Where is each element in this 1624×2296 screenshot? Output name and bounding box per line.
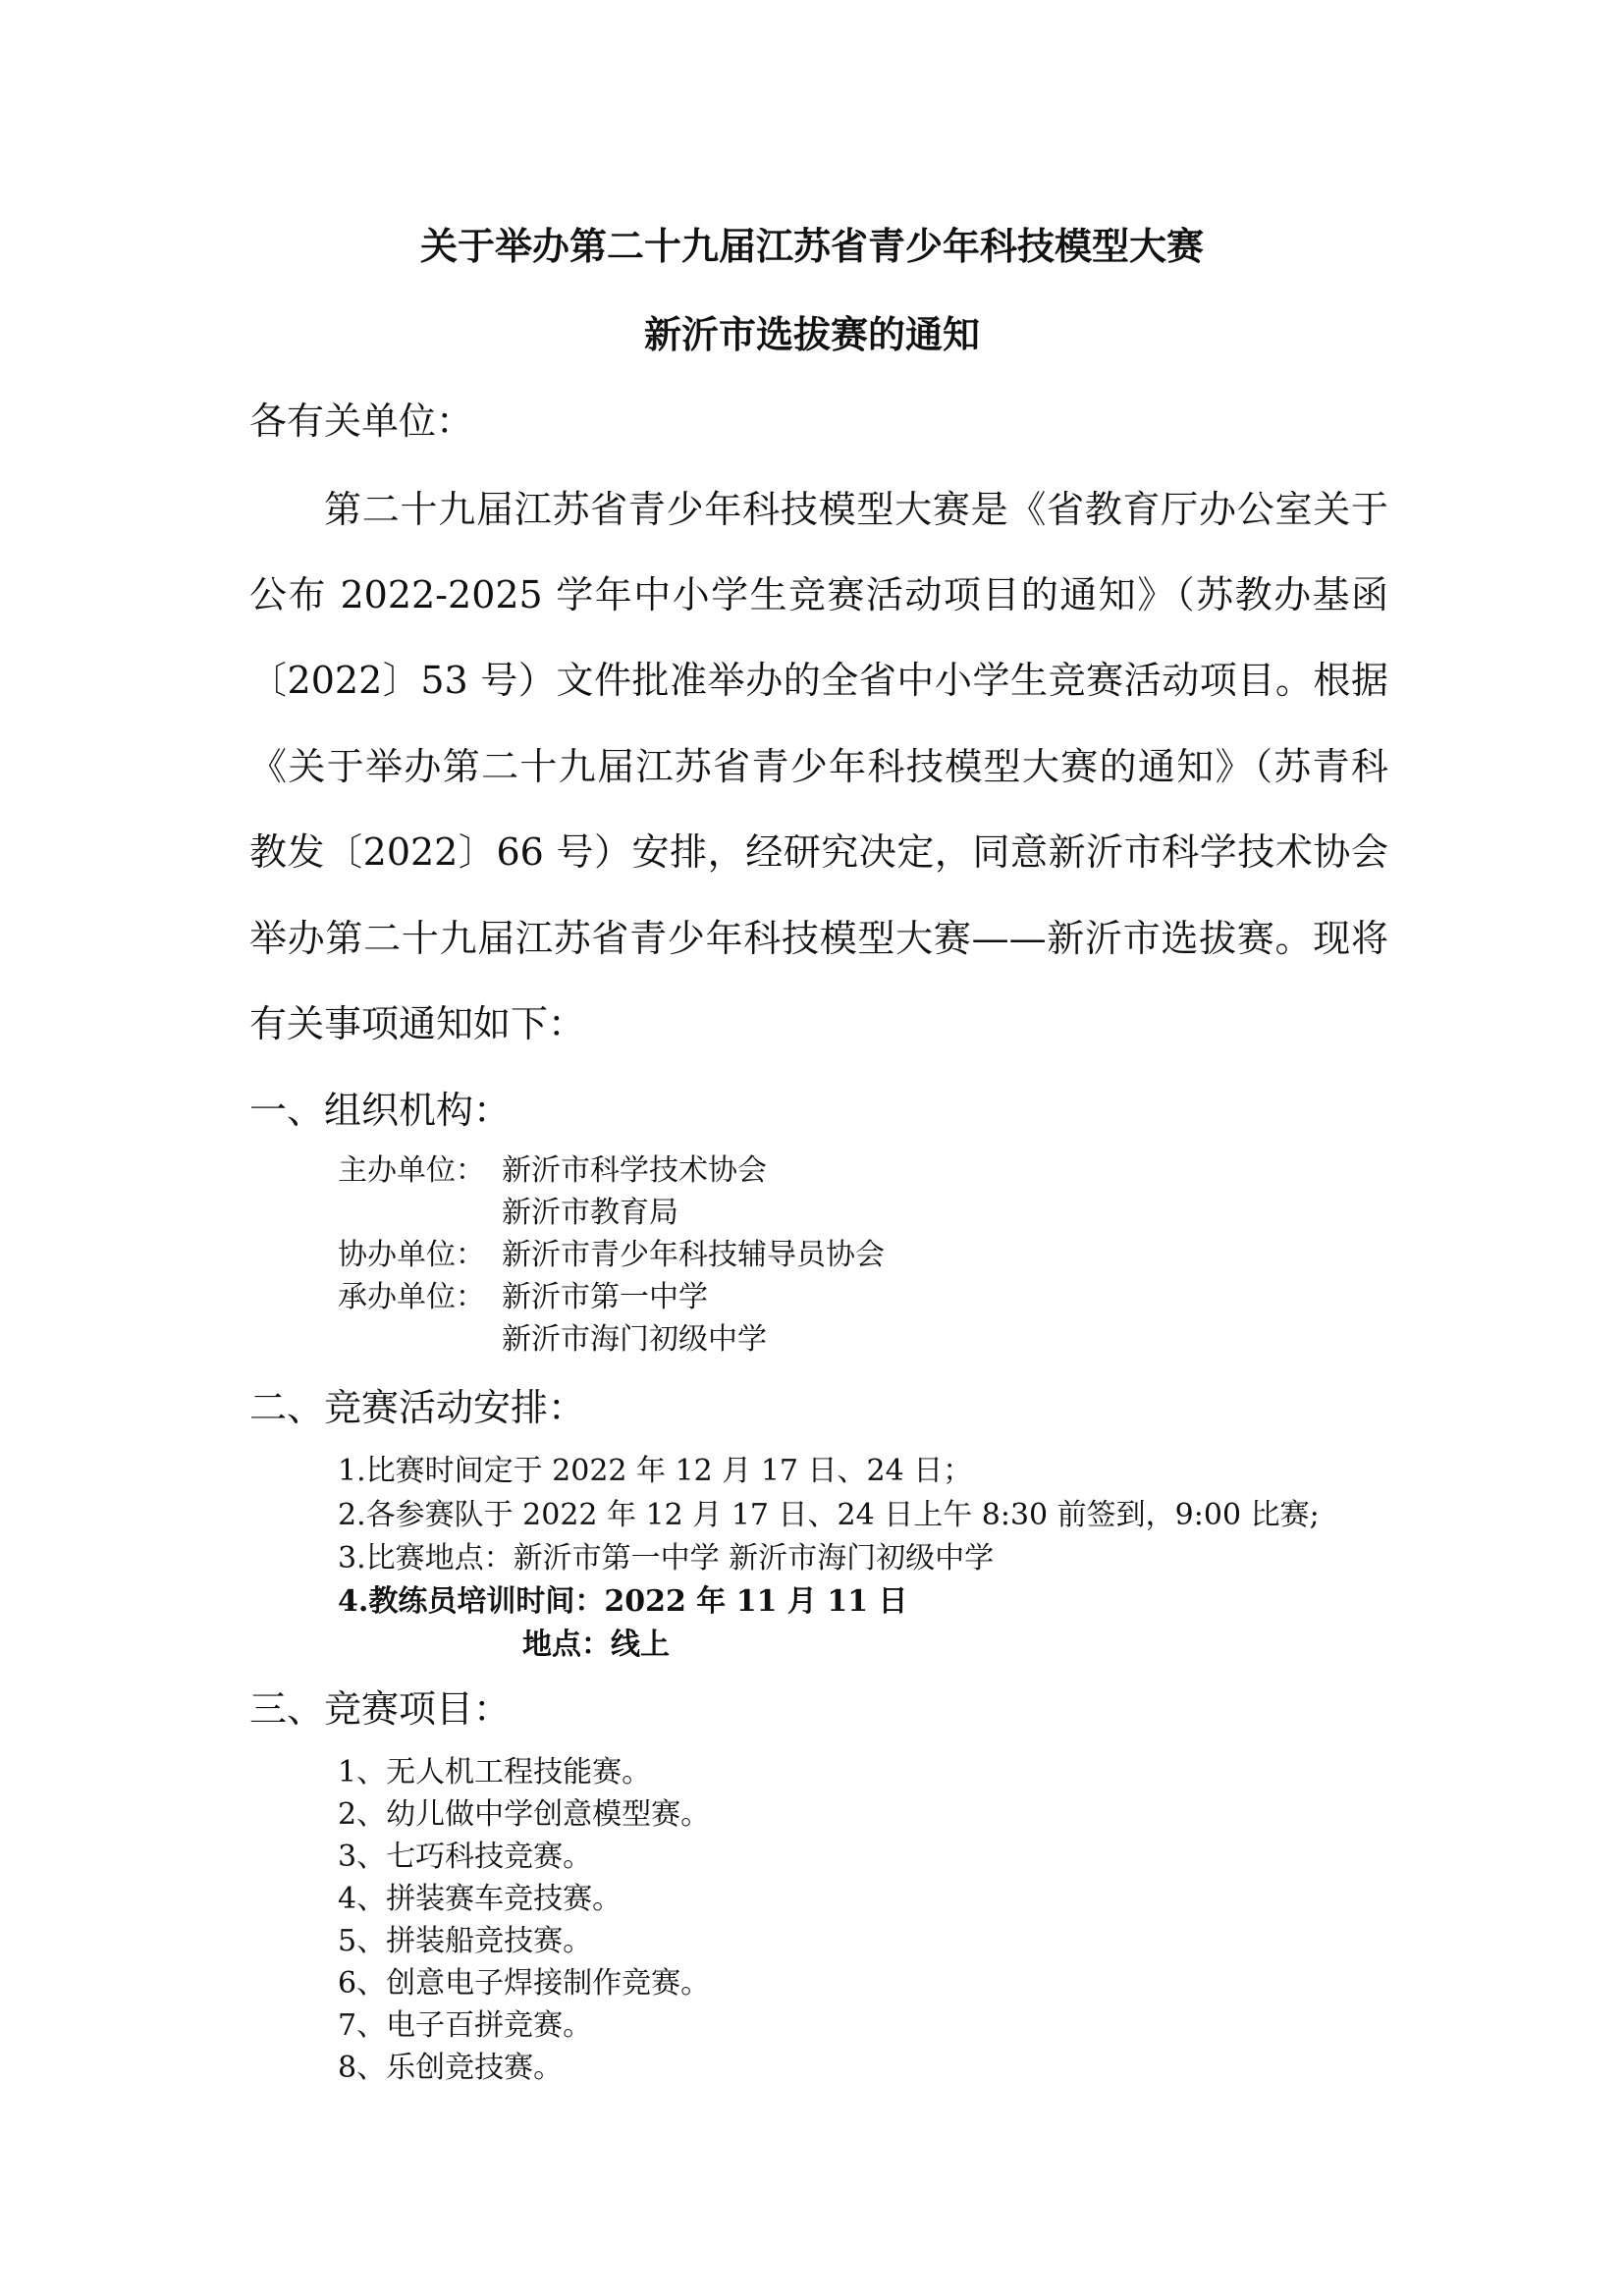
event-item: 2、幼儿做中学创意模型赛。 [338, 1797, 711, 1832]
salutation: 各有关单位： [249, 400, 474, 443]
event-item: 1、无人机工程技能赛。 [338, 1755, 652, 1789]
host-unit-2: 新沂市教育局 [502, 1196, 678, 1230]
event-item: 4、拼装赛车竞技赛。 [338, 1882, 623, 1916]
schedule-item-4: 4.教练员培训时间：2022 年 11 月 11 日 [338, 1584, 908, 1619]
section-heading-events: 三、竞赛项目： [249, 1687, 512, 1731]
section-heading-organization: 一、组织机构： [249, 1089, 512, 1132]
schedule-item-3: 3.比赛地点：新沂市第一中学 新沂市海门初级中学 [338, 1541, 995, 1575]
document-title-line-2: 新沂市选拔赛的通知 [643, 313, 980, 356]
event-item: 8、乐创竞技赛。 [338, 2051, 564, 2085]
paragraph-line: 〔2022〕53 号）文件批准举办的全省中小学生竞赛活动项目。根据 [249, 659, 1388, 702]
schedule-item-2: 2.各参赛队于 2022 年 12 月 17 日、24 日上午 8:30 前签到，9:00 比赛; [338, 1498, 1320, 1532]
organizer-unit-1: 新沂市第一中学 [502, 1280, 708, 1314]
organizer-label: 承办单位： [338, 1280, 485, 1314]
schedule-item-4-place: 地点：线上 [522, 1628, 670, 1662]
paragraph-line: 公布 2022-2025 学年中小学生竞赛活动项目的通知》（苏教办基函 [249, 573, 1388, 616]
paragraph-line: 第二十九届江苏省青少年科技模型大赛是《省教育厅办公室关于 [324, 488, 1388, 531]
host-unit-1: 新沂市科学技术协会 [502, 1153, 767, 1188]
paragraph-line: 《关于举办第二十九届江苏省青少年科技模型大赛的通知》（苏青科 [249, 745, 1388, 788]
schedule-item-1: 1.比赛时间定于 2022 年 12 月 17 日、24 日； [338, 1454, 973, 1488]
paragraph-line: 教发〔2022〕66 号）安排，经研究决定，同意新沂市科学技术协会 [249, 830, 1388, 874]
host-label: 主办单位： [338, 1153, 485, 1188]
event-item: 7、电子百拼竞赛。 [338, 2008, 593, 2043]
document-title-line-1: 关于举办第二十九届江苏省青少年科技模型大赛 [419, 225, 1204, 268]
paragraph-line: 举办第二十九届江苏省青少年科技模型大赛——新沂市选拔赛。现将 [249, 917, 1388, 960]
co-host-label: 协办单位： [338, 1238, 485, 1272]
event-item: 3、七巧科技竞赛。 [338, 1840, 593, 1874]
co-host-unit: 新沂市青少年科技辅导员协会 [502, 1238, 885, 1272]
paragraph-line: 有关事项通知如下： [249, 1002, 586, 1045]
event-item: 5、拼装船竞技赛。 [338, 1924, 593, 1958]
section-heading-schedule: 二、竞赛活动安排： [249, 1386, 586, 1429]
event-item: 6、创意电子焊接制作竞赛。 [338, 1966, 711, 2001]
organizer-unit-2: 新沂市海门初级中学 [502, 1322, 767, 1357]
